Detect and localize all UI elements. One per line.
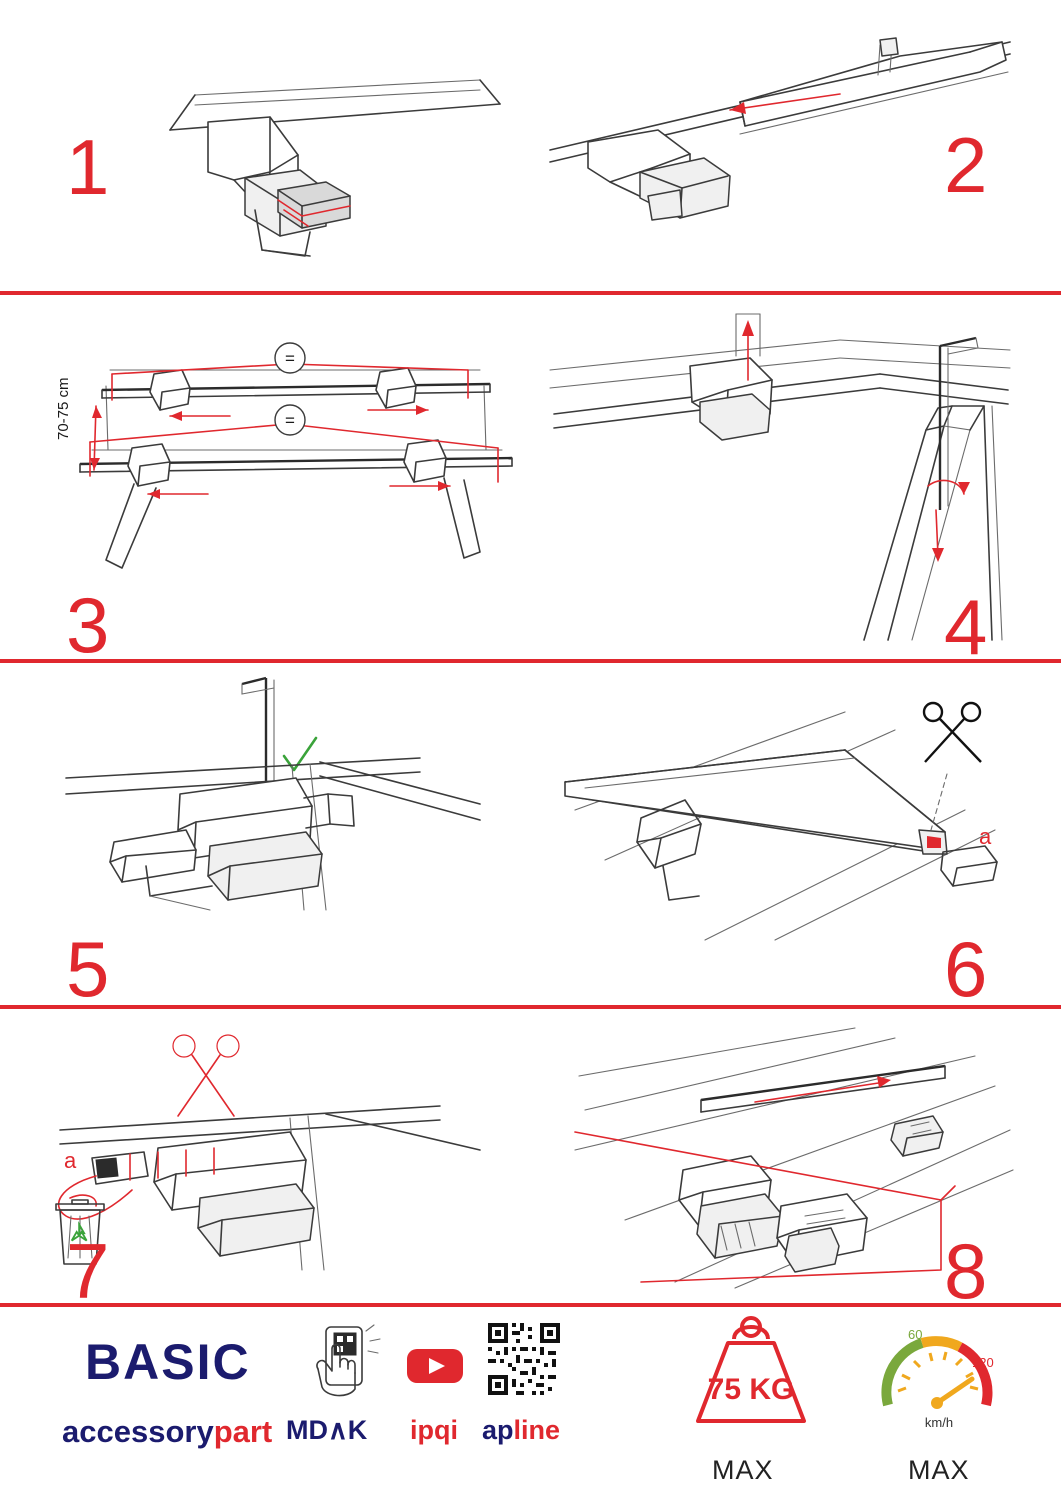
- brand-accessory-accent: part: [213, 1414, 273, 1449]
- qr-code-icon: [486, 1321, 562, 1397]
- brand-accessory-main: accessory: [62, 1414, 214, 1449]
- mdak-label-accent: ∧K: [328, 1415, 368, 1445]
- step-6-illustration: [545, 690, 1015, 940]
- apline-label: [482, 1415, 560, 1446]
- step-3-illustration: [50, 330, 540, 590]
- step-4-number: 4: [944, 583, 988, 671]
- step-1-number: 1: [66, 123, 110, 211]
- speedometer-icon: [874, 1317, 1004, 1437]
- svg-text:=: =: [285, 411, 295, 430]
- step-5-number: 5: [66, 925, 110, 1013]
- weight-value: 75 KG: [707, 1373, 795, 1406]
- brand-basic-title: BASIC: [85, 1334, 251, 1390]
- step-6-number: 6: [944, 925, 988, 1013]
- mdak-label-main: MD: [286, 1415, 328, 1445]
- speed-max-label: MAX: [908, 1455, 970, 1485]
- step-8-number: 8: [944, 1227, 988, 1315]
- divider-rule-2: [0, 659, 1061, 663]
- gauge-tick-60: 60: [908, 1327, 923, 1342]
- step-2-illustration: [540, 30, 1010, 230]
- mdak-hand-phone-qr-icon: [308, 1323, 386, 1403]
- weight-max-label: MAX: [712, 1455, 774, 1485]
- svg-text:=: =: [285, 349, 295, 368]
- step-3-dimension-label: 70-75 cm: [55, 377, 72, 440]
- step-5-illustration: [60, 670, 480, 930]
- apline-label-b: line: [513, 1415, 561, 1445]
- mdak-label: [286, 1415, 367, 1446]
- divider-rule-3: [0, 1005, 1061, 1009]
- step-2-number: 2: [944, 121, 988, 209]
- footer: [0, 1303, 1061, 1500]
- step-3-number: 3: [66, 581, 110, 669]
- gauge-tick-120: 120: [972, 1355, 994, 1370]
- step-6-marker-a: a: [979, 824, 992, 849]
- step-7-number: 7: [66, 1227, 110, 1315]
- divider-rule-1: [0, 291, 1061, 295]
- step-7-marker-a: a: [64, 1148, 77, 1173]
- step-1-illustration: [150, 60, 520, 260]
- youtube-icon[interactable]: [406, 1345, 464, 1387]
- ipqi-label: ipqi: [410, 1415, 458, 1445]
- brand-accessorypart: [62, 1414, 272, 1450]
- step-4-illustration: [540, 310, 1010, 640]
- apline-label-a: ap: [482, 1415, 514, 1445]
- weight-icon: [686, 1313, 816, 1433]
- gauge-unit: km/h: [924, 1415, 954, 1430]
